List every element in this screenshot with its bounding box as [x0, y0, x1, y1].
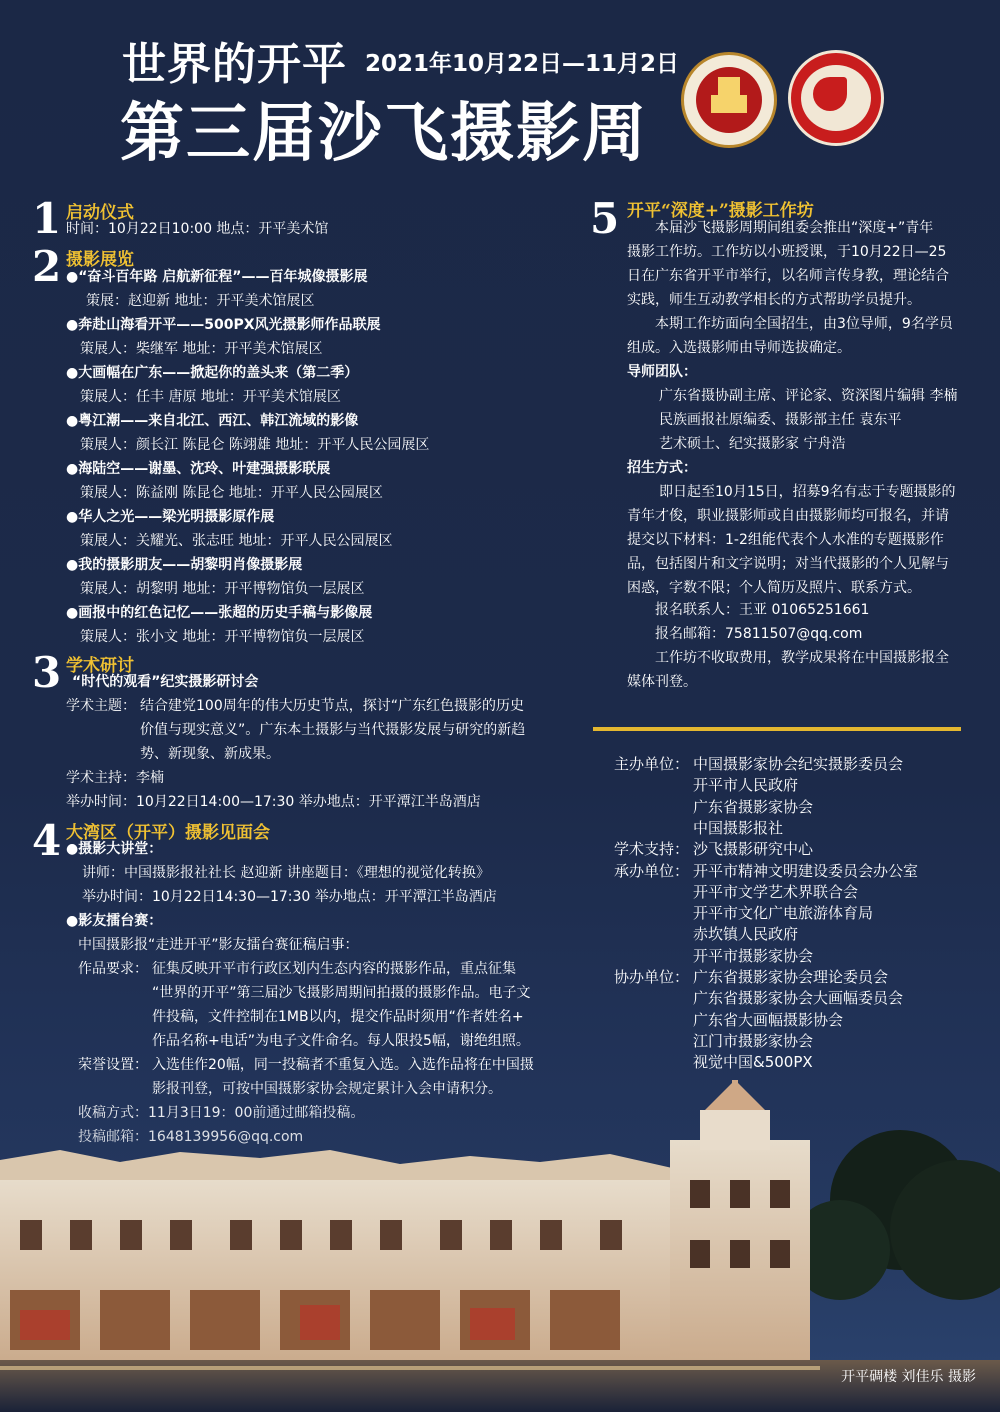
section-number-2: 2 [32, 242, 62, 291]
exhibition-title: ●大画幅在广东——掀起你的盖头来（第二季） [66, 365, 359, 381]
contact-email: 报名邮箱：75811507@qq.com [655, 626, 863, 642]
assist-item: 江门市摄影家协会 [693, 1031, 814, 1050]
organizers-block [614, 754, 984, 1074]
title-line2: 第三届沙飞摄影周 [120, 96, 648, 171]
lecture-time-place: 举办时间：10月22日14:30—17:30 举办地点：开平潭江半岛酒店 [82, 889, 497, 905]
title-line1: 世界的开平 [122, 39, 347, 90]
section-divider [593, 727, 961, 731]
exhibition-title: ●我的摄影朋友——胡黎明肖像摄影展 [66, 557, 303, 573]
section-title-5: 开平“深度+”摄影工作坊 [627, 201, 814, 221]
assist-item: 广东省大画幅摄影协会 [693, 1010, 844, 1029]
requirement-line: 征集反映开平市行政区划内生态内容的摄影作品，重点征集 [152, 961, 516, 977]
exhibition-detail: 策展：赵迎新 地址：开平美术馆展区 [86, 293, 315, 309]
event-dates: 2021年10月22日—11月2日 [365, 51, 680, 77]
workshop-para: 本期工作坊面向全国招生，由3位导师，9名学员 [655, 316, 953, 332]
workshop-note: 媒体刊登。 [627, 674, 697, 690]
recruit-line: 困惑，字数不限；个人简历及照片、联系方式。 [627, 580, 921, 596]
exhibition-detail: 策展人：颜长江 陈昆仑 陈翊雄 地址：开平人民公园展区 [80, 437, 430, 453]
academic-label: 学术支持： [614, 840, 690, 859]
host-item: 广东省摄影家协会 [693, 797, 814, 816]
host-label: 主办单位： [614, 755, 690, 773]
exhibition-detail: 策展人：张小文 地址：开平博物馆负一层展区 [80, 629, 365, 645]
mentors-label: 导师团队： [627, 364, 697, 380]
exhibition-detail: 策展人：柴继军 地址：开平美术馆展区 [80, 341, 323, 357]
exhibition-title: ●画报中的红色记忆——张超的历史手稿与影像展 [66, 605, 373, 621]
workshop-para: 日在广东省开平市举行，以名师言传身教，理论结合 [627, 268, 949, 284]
workshop-para: 组成。入选摄影师由导师选拔确定。 [627, 340, 851, 356]
recruit-line: 品，包括图片和文字说明；对当代摄影的个人见解与 [627, 556, 949, 572]
seminar-theme-line: 结合建党100周年的伟大历史节点，探讨“广东红色摄影的历史 [140, 698, 524, 714]
host-item: 中国摄影报社 [693, 818, 784, 837]
section-title-1: 启动仪式 [66, 203, 134, 223]
photo-credit: 开平碉楼 刘佳乐 摄影 [841, 1369, 976, 1385]
exhibition-detail: 策展人：胡黎明 地址：开平博物馆负一层展区 [80, 581, 365, 597]
lecture-speaker: 讲师：中国摄影报社社长 赵迎新 讲座题目：《理想的视觉化转换》 [82, 865, 490, 881]
seminar-title: “时代的观看”纪实摄影研讨会 [72, 674, 259, 690]
recruit-label: 招生方式： [627, 460, 697, 476]
section-number-1: 1 [32, 194, 62, 243]
shafei-emblem-icon [788, 50, 884, 146]
lecture-title: ●摄影大讲堂： [66, 841, 163, 857]
recruit-line: 即日起至10月15日，招募9名有志于专题摄影的 [659, 484, 956, 500]
diaolou-night-photo [0, 1080, 1000, 1412]
requirement-line: “世界的开平”第三届沙飞摄影周期间拍摄的摄影作品。电子文 [152, 985, 531, 1001]
mentor-item: 广东省摄协副主席、评论家、资深图片编辑 李楠 [659, 388, 958, 404]
host-item: 中国摄影家协会纪实摄影委员会 [693, 755, 904, 773]
requirement-line: 件投稿，文件控制在1MB以内，提交作品时须用“作者姓名+ [152, 1009, 524, 1025]
exhibition-title: ●奔赴山海看开平——500PX风光摄影师作品联展 [66, 317, 381, 333]
contest-title: ●影友擂台赛： [66, 913, 163, 929]
contact-person: 报名联系人：王亚 01065251661 [655, 602, 870, 618]
section-number-3: 3 [32, 648, 62, 697]
undertake-item: 开平市文化广电旅游体育局 [693, 904, 874, 923]
exhibition-title: ●“奋斗百年路 启航新征程”——百年城像摄影展 [66, 269, 368, 285]
undertake-item: 开平市摄影家协会 [693, 946, 814, 965]
section-title-2: 摄影展览 [66, 250, 134, 270]
exhibition-title: ●海陆空——谢墨、沈玲、叶建强摄影联展 [66, 461, 331, 477]
undertake-label: 承办单位： [614, 861, 690, 880]
seminar-theme-label: 学术主题： [66, 698, 136, 714]
assist-item: 广东省摄影家协会大画幅委员会 [693, 989, 904, 1008]
workshop-para: 本届沙飞摄影周期间组委会推出“深度+”青年 [655, 220, 934, 236]
undertake-item: 开平市文学艺术界联合会 [693, 882, 859, 901]
exhibition-title: ●华人之光——梁光明摄影原作展 [66, 509, 275, 525]
mentor-item: 艺术硕士、纪实摄影家 宁舟浩 [659, 436, 846, 452]
section-title-4: 大湾区（开平）摄影见面会 [66, 823, 270, 843]
workshop-note: 工作坊不收取费用，教学成果将在中国摄影报全 [655, 650, 949, 666]
workshop-para: 摄影工作坊。工作坊以小班授课，于10月22日—25 [627, 244, 947, 260]
honor-label: 荣誉设置： [78, 1057, 148, 1073]
section-title-3: 学术研讨 [66, 656, 134, 676]
seminar-theme-line: 价值与现实意义”。广东本土摄影与当代摄影发展与研究的新趋 [140, 722, 526, 738]
exhibition-detail: 策展人：陈益刚 陈昆仑 地址：开平人民公园展区 [80, 485, 383, 501]
academic-item: 沙飞摄影研究中心 [693, 840, 814, 859]
recruit-line: 提交以下材料：1-2组能代表个人水准的专题摄影作 [627, 532, 944, 548]
assist-item: 广东省摄影家协会理论委员会 [693, 968, 889, 986]
exhibition-title: ●粤江潮——来自北江、西江、韩江流域的影像 [66, 413, 359, 429]
undertake-item: 开平市精神文明建设委员会办公室 [693, 861, 919, 880]
host-item: 开平市人民政府 [693, 776, 799, 795]
assist-item: 视觉中国&500PX [693, 1053, 813, 1072]
assist-label: 协办单位： [614, 968, 690, 986]
undertake-item: 赤坎镇人民政府 [693, 925, 799, 944]
section-number-4: 4 [32, 816, 62, 865]
mentor-item: 民族画报社原编委、摄影部主任 袁东平 [659, 412, 902, 428]
seminar-host: 学术主持：李楠 [66, 770, 164, 786]
requirement-line: 作品名称+电话”为电子文件命名。每人限投5幅，谢绝组照。 [152, 1033, 530, 1049]
diaolou-emblem-icon [681, 52, 777, 148]
opening-time-place: 时间：10月22日10:00 地点：开平美术馆 [66, 221, 329, 237]
seminar-time-place: 举办时间：10月22日14:00—17:30 举办地点：开平潭江半岛酒店 [66, 794, 481, 810]
workshop-para: 实践，师生互动教学相长的方式帮助学员提升。 [627, 292, 921, 308]
exhibition-detail: 策展人：任丰 唐原 地址：开平美术馆展区 [80, 389, 341, 405]
section-number-5: 5 [590, 194, 620, 243]
contest-intro: 中国摄影报“走进开平”影友擂台赛征稿启事： [78, 937, 359, 953]
requirement-label: 作品要求： [78, 961, 148, 977]
honor-line: 入选佳作20幅，同一投稿者不重复入选。入选作品将在中国摄 [152, 1057, 534, 1073]
seminar-theme-line: 势、新现象、新成果。 [140, 746, 280, 762]
exhibition-detail: 策展人：关耀光、张志旺 地址：开平人民公园展区 [80, 533, 393, 549]
recruit-line: 青年才俊，职业摄影师或自由摄影师均可报名，并请 [627, 508, 949, 524]
